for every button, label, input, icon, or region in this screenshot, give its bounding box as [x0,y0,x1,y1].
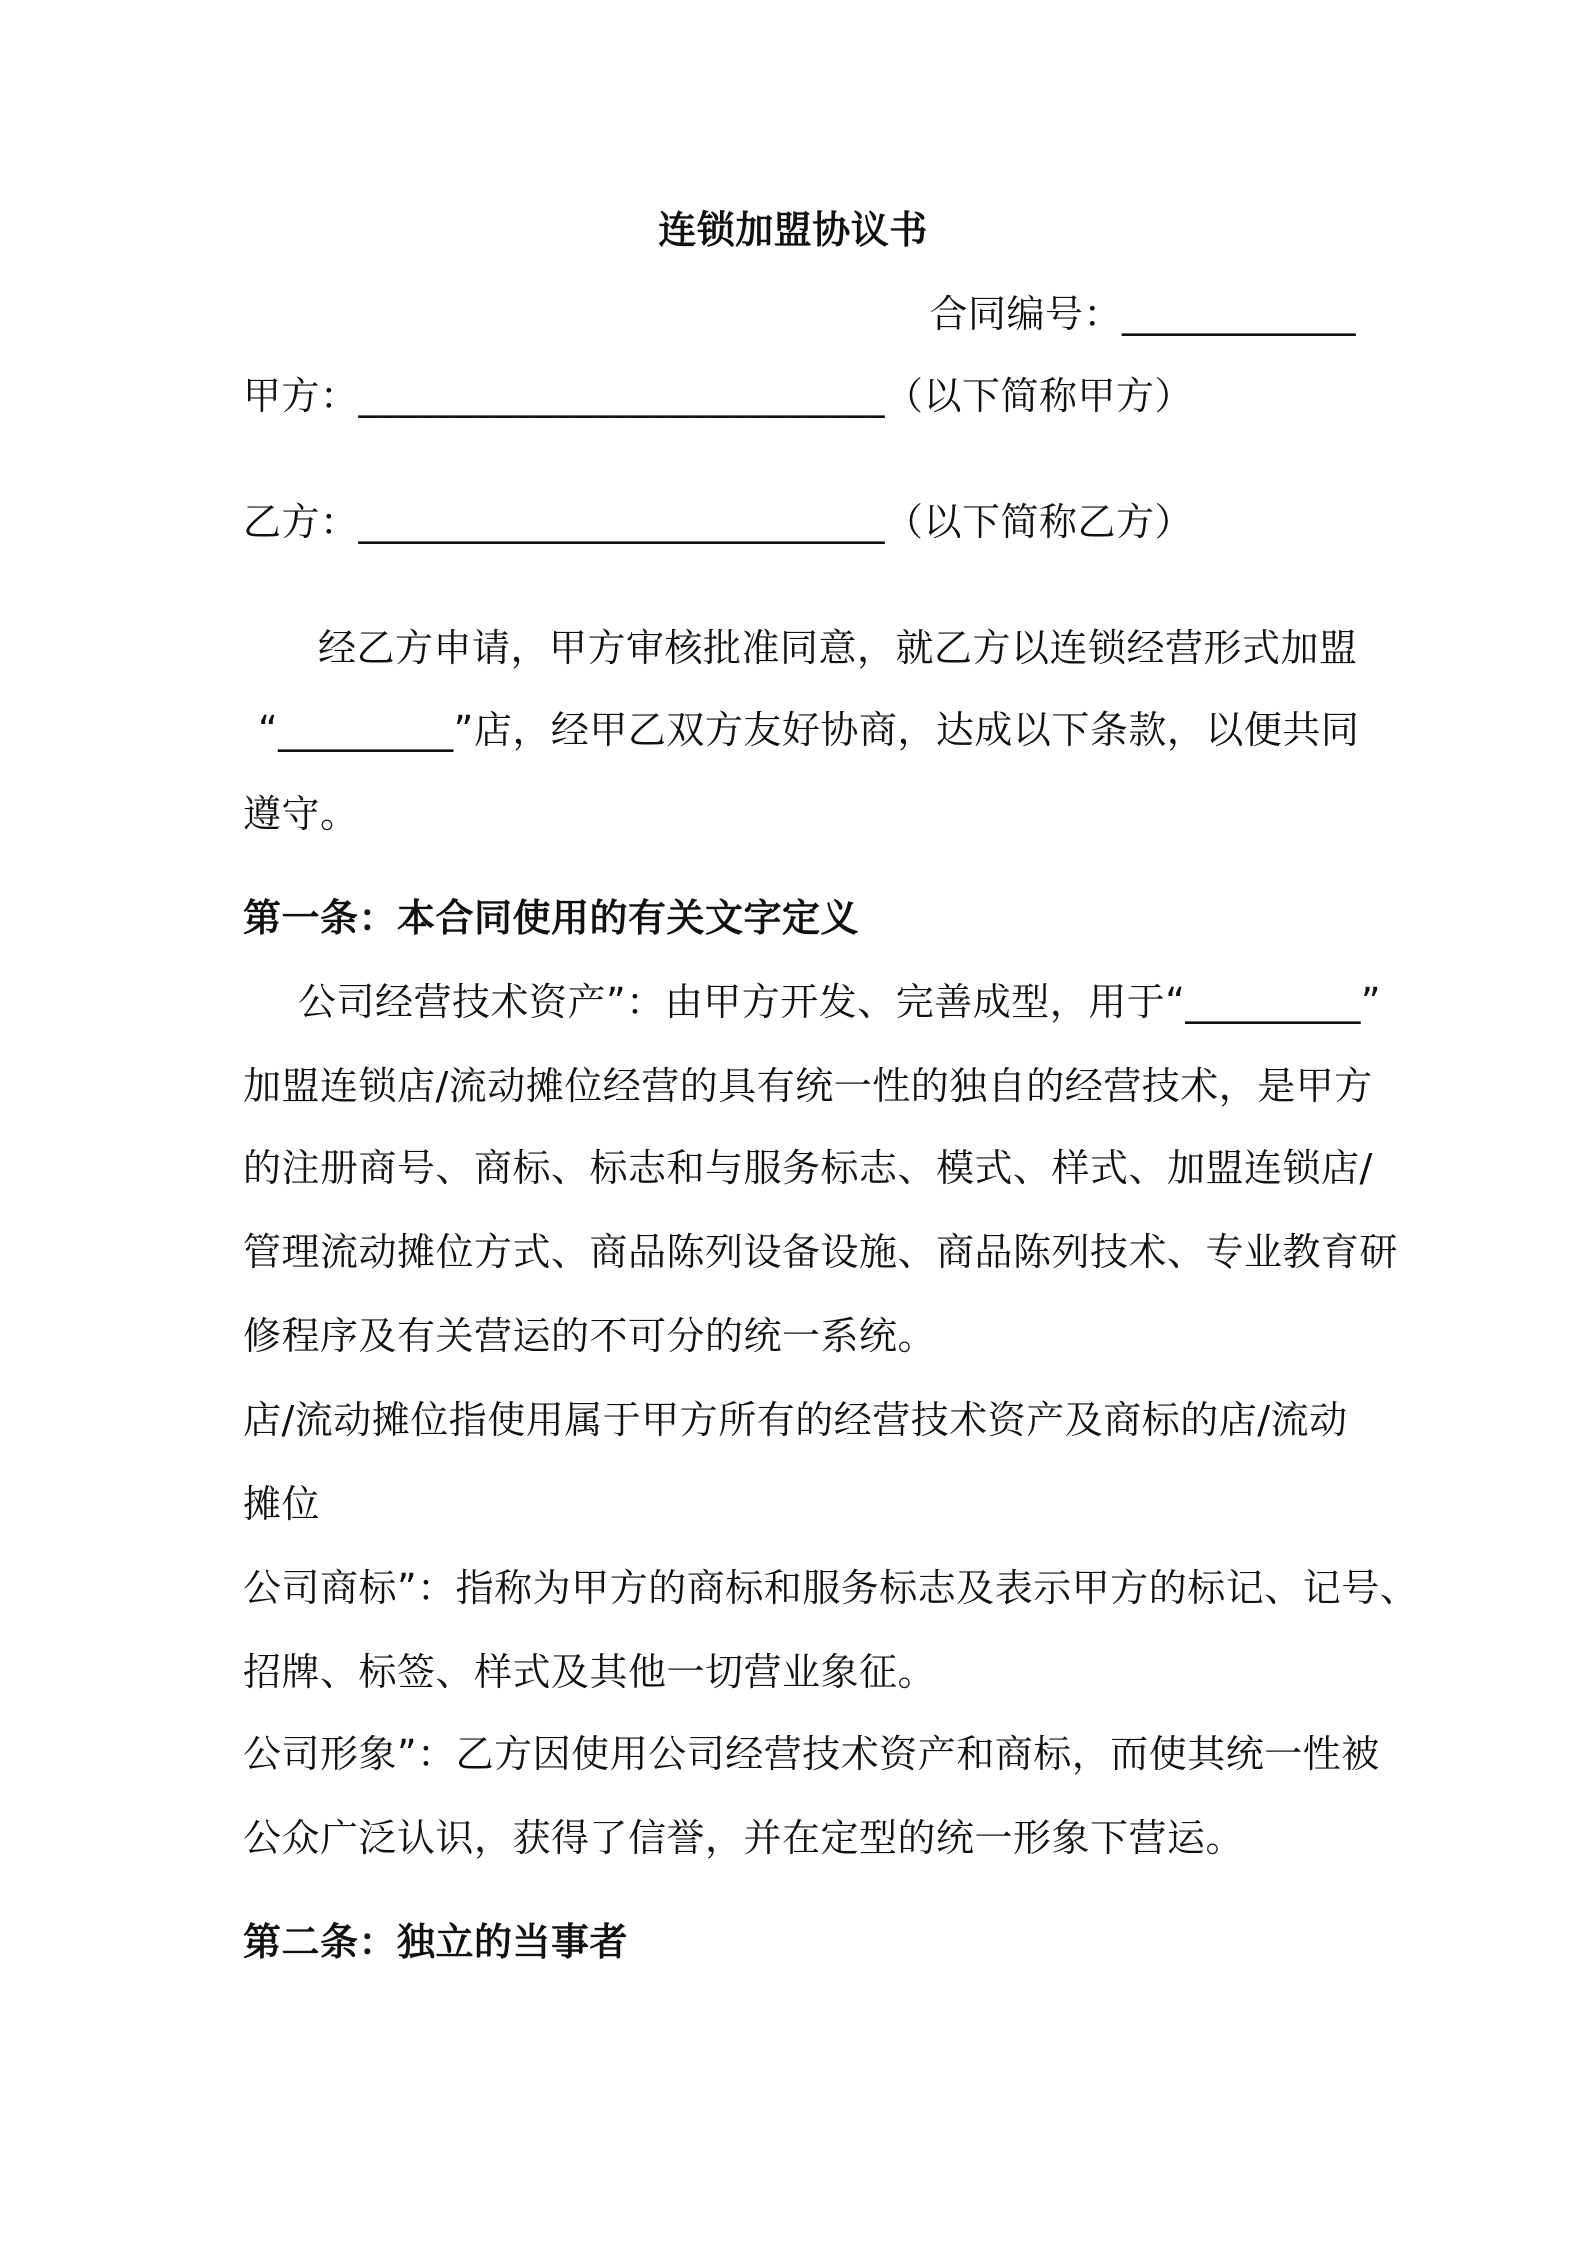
contract-number-line: 合同编号：____________ [929,292,1356,336]
article-1-line-5: 修程序及有关营运的不可分的统一系统。 [243,1314,937,1358]
article-1-line-10: 公司形象”：乙方因使用公司经营技术资产和商标，而使其统一性被 [243,1732,1380,1776]
article-1-line-4: 管理流动摊位方式、商品陈列设备设施、商品陈列技术、专业教育研 [243,1230,1399,1274]
intro-line-3: 遵守。 [243,792,359,836]
article-1-line-11: 公众广泛认识，获得了信誉，并在定型的统一形象下营运。 [243,1816,1245,1860]
party-a-line: 甲方：___________________________（以下简称甲方） [243,374,1194,418]
intro-line-2: “_________”店，经甲乙双方友好协商，达成以下条款，以便共同 [258,708,1360,752]
intro-line-1: 经乙方申请，甲方审核批准同意，就乙方以连锁经营形式加盟 [318,626,1358,670]
article-2-heading: 第二条：独立的当事者 [243,1920,629,1964]
article-1-line-1: 公司经营技术资产”：由甲方开发、完善成型，用于“_________” [298,980,1382,1024]
article-1-line-3: 的注册商号、商标、标志和与服务标志、模式、样式、加盟连锁店/ [243,1146,1373,1190]
article-1-line-2: 加盟连锁店/流动摊位经营的具有统一性的独自的经营技术，是甲方 [243,1064,1373,1108]
document-title: 连锁加盟协议书 [658,208,928,252]
article-1-line-7: 摊位 [243,1482,321,1526]
party-b-line: 乙方：___________________________（以下简称乙方） [243,500,1194,544]
article-1-line-8: 公司商标”：指称为甲方的商标和服务标志及表示甲方的标记、记号、 [243,1566,1419,1610]
article-1-line-9: 招牌、标签、样式及其他一切营业象征。 [243,1650,937,1694]
article-1-heading: 第一条：本合同使用的有关文字定义 [243,896,860,940]
article-1-line-6: 店/流动摊位指使用属于甲方所有的经营技术资产及商标的店/流动 [243,1398,1348,1442]
